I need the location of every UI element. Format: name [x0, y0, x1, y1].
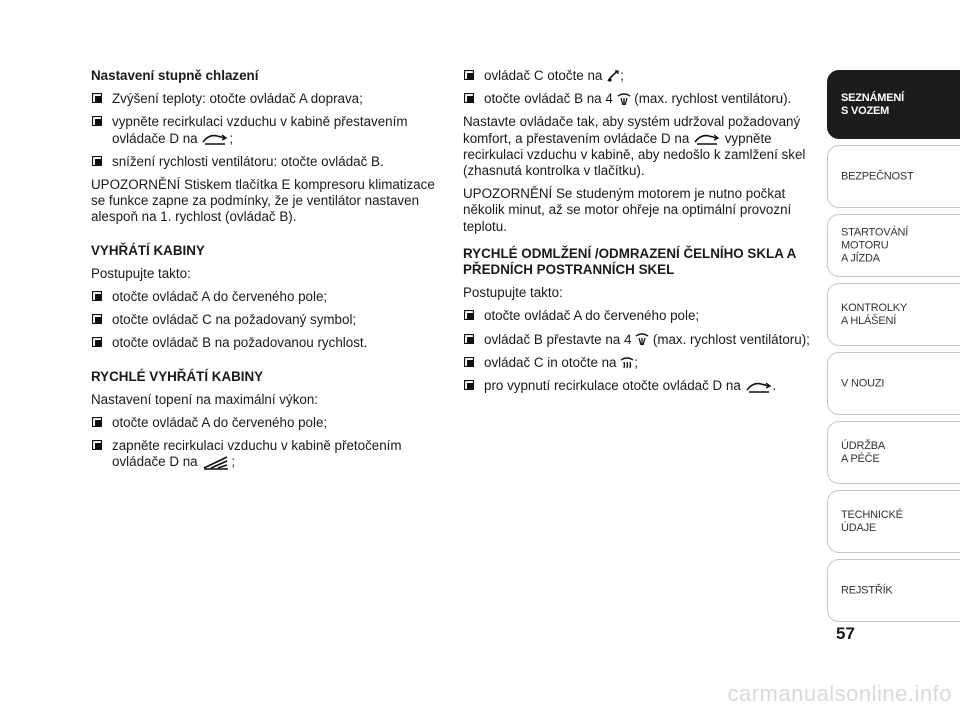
tab-kontrolky[interactable] [827, 283, 960, 346]
tab-label: ÚDRŽBA A PÉČE [841, 439, 886, 465]
list-item-suffix: (max. rychlost ventilátoru); [652, 331, 810, 347]
paragraph-text: vypněte recirkulaci vzduchu v kabině, aby nedošlo k zamlžení skel (zhasnutá kontrolka v tlačítku). [463, 130, 806, 179]
tab-label: KONTROLKY A HLÁŠENÍ [841, 301, 908, 327]
list-item-text: ovládač C in otočte na [484, 354, 617, 370]
list-item [463, 332, 815, 348]
tab-label: SEZNÁMENÍ S VOZEM [841, 91, 904, 117]
list-item [91, 114, 441, 146]
list-item-text: ovládač B přestavte na 4 [484, 331, 632, 347]
list-item [91, 415, 441, 431]
recirculation-off-icon [745, 380, 773, 394]
right-column [463, 68, 815, 401]
list-item [91, 312, 441, 328]
fan-speed-icon [617, 93, 631, 107]
fan-speed-icon [635, 333, 649, 347]
checkbox-bullet-icon [92, 314, 102, 324]
checkbox-bullet-icon [92, 291, 102, 301]
list-item-text: vypněte recirkulaci vzduchu v kabině přestavením ovládače D na [112, 114, 408, 146]
tab-technicke-udaje[interactable] [827, 490, 960, 553]
list-item-suffix: ; [229, 130, 234, 146]
section-title-cooling: Nastavení stupně chlazení [91, 68, 259, 83]
tab-label: BEZPEČNOST [841, 170, 914, 182]
recirculation-off-icon [693, 132, 721, 146]
list-item-text: Zvýšení teploty: otočte ovládač A doprava; [112, 91, 363, 107]
chapter-tabs [827, 70, 960, 628]
tab-seznameni[interactable] [827, 70, 960, 139]
list-item [463, 68, 815, 84]
list-item-text: otočte ovládač B na 4 [484, 91, 613, 107]
recirculation-off-icon [201, 132, 229, 146]
list-item [91, 289, 441, 305]
list-item [463, 308, 815, 324]
list-item-text: otočte ovládač A do červeného pole; [112, 289, 328, 305]
intro-text: Nastavení topení na maximální výkon: [91, 391, 319, 407]
list-item-suffix: ; [231, 454, 236, 470]
checkbox-bullet-icon [92, 337, 102, 347]
watermark: carmanualsonline.info [727, 681, 952, 706]
defrost-icon [606, 69, 620, 83]
checkbox-bullet-icon [464, 70, 474, 80]
checkbox-bullet-icon [464, 93, 474, 103]
list-item [463, 378, 815, 394]
tab-label: STARTOVÁNÍ MOTORU A JÍZDA [841, 226, 909, 264]
list-item [463, 91, 815, 107]
list-item-suffix: ; [620, 68, 624, 83]
checkbox-bullet-icon [92, 156, 102, 166]
page-number: 57 [836, 624, 855, 643]
tab-rejstrik[interactable] [827, 559, 960, 622]
list-item [463, 355, 815, 371]
list-item-text: otočte ovládač C na požadovaný symbol; [112, 312, 357, 328]
checkbox-bullet-icon [92, 417, 102, 427]
list-item-text: ovládač C otočte na [484, 68, 603, 83]
section-title-heating: VYHŘÁTÍ KABINY [91, 242, 205, 258]
list-item-text: otočte ovládač A do červeného pole; [484, 308, 700, 324]
tab-v-nouzi[interactable] [827, 352, 960, 415]
note-paragraph: UPOZORNĚNÍ Stiskem tlačítka E kompresoru klimatizace se funkce zapne za podmínky, že je ventilátor nastaven alespoň na 1. rychlost (ovládač B). [91, 177, 435, 225]
list-item-text: zapněte recirkulaci vzduchu v kabině přetočením ovládače D na [112, 438, 402, 470]
list-item-suffix: . [772, 378, 777, 394]
list-item [91, 438, 441, 471]
section-title-quick-heating: RYCHLÉ VYHŘÁTÍ KABINY [91, 368, 264, 384]
list-item-text: otočte ovládač A do červeného pole; [112, 415, 328, 431]
intro-text: Postupujte takto: [91, 265, 191, 281]
list-item-suffix: (max. rychlost ventilátoru). [634, 91, 792, 107]
paragraph [463, 114, 815, 179]
checkbox-bullet-icon [92, 116, 102, 126]
list-item-suffix: ; [634, 354, 638, 370]
checkbox-bullet-icon [92, 93, 102, 103]
checkbox-bullet-icon [464, 310, 474, 320]
checkbox-bullet-icon [464, 380, 474, 390]
list-item [91, 335, 441, 351]
tab-bezpecnost[interactable] [827, 145, 960, 208]
tab-udrzba[interactable] [827, 421, 960, 484]
left-column [91, 68, 441, 478]
checkbox-bullet-icon [464, 357, 474, 367]
checkbox-bullet-icon [92, 440, 102, 450]
tab-label: REJSTŘÍK [841, 584, 893, 596]
section-title-quick-defrost: RYCHLÉ ODMLŽENÍ /ODMRAZENÍ ČELNÍHO SKLA A PŘEDNÍCH POSTRANNÍCH SKEL [463, 245, 796, 278]
checkbox-bullet-icon [464, 334, 474, 344]
list-item [91, 154, 441, 170]
windshield-defrost-icon [620, 356, 634, 370]
tab-label: TECHNICKÉ ÚDAJE [841, 508, 903, 534]
tab-label: V NOUZI [841, 377, 885, 389]
note-paragraph: UPOZORNĚNÍ Se studeným motorem je nutno počkat několik minut, až se motor ohřeje na optimální provozní teplotu. [463, 186, 792, 234]
list-item-text: snížení rychlosti ventilátoru: otočte ovládač B. [112, 153, 384, 169]
list-item [91, 91, 441, 107]
tab-startovani[interactable] [827, 214, 960, 277]
intro-text: Postupujte takto: [463, 285, 563, 301]
list-item-text: pro vypnutí recirkulace otočte ovládač D na [484, 378, 741, 394]
paragraph-text: Nastavte ovládače tak, aby systém udržoval požadovaný komfort, a přestavením ovládače D na [463, 114, 801, 146]
list-item-text: otočte ovládač B na požadovanou rychlost. [112, 335, 368, 351]
recirculation-on-icon [201, 455, 231, 471]
